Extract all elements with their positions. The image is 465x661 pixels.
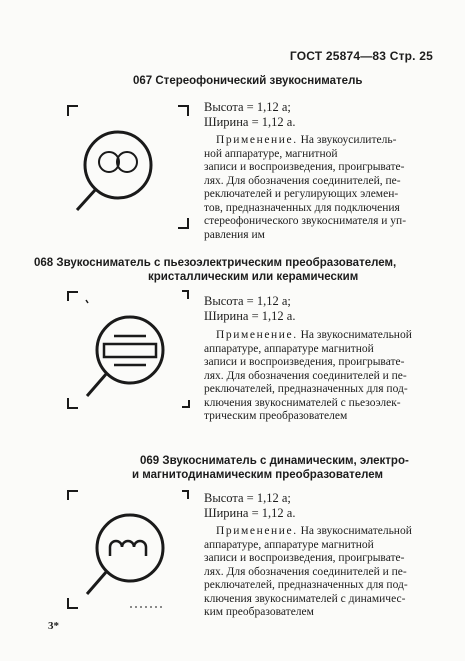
corner-mark	[68, 598, 78, 608]
entry-068-title-line1: 068 Звукосниматель с пьезоэлектрическим преобразователем,	[34, 257, 397, 269]
entry-067-title: 067 Стереофонический звукосниматель	[133, 75, 363, 87]
corner-mark	[68, 491, 78, 500]
page-header: ГОСТ 25874—83 Стр. 25	[289, 49, 433, 63]
entry-068-description: Применение. На звукоснимательной аппаратуре, аппаратуре магнитной записи и воспроизведения, проигрывате- лях. Для обозначения соединителей и пе- реключателей, предназначенных для под- ключения звукоснимателей с пьезоэлек- трическим преобразователем	[204, 329, 412, 422]
entry-069-description: Применение. На звукоснимательной аппаратуре, аппаратуре магнитной записи и воспроизведения, проигрывате- лях. Для обозначения соединителей и пе- реключателей, предназначенных для под- ключения звукоснимателей с динамичес- ким преобразователем	[204, 525, 412, 618]
corner-mark	[182, 491, 188, 499]
entry-067-description: Применение. На звукоусилитель- ной аппаратуре, магнитной записи и воспроизведения, проигрывате- лях. Для обозначения соединителей, пе- реключателей и регулирующих элемен- тов, предназначенных для подключения стереофонического звукоснимателя и уп- равления им	[204, 134, 407, 241]
page-number: 3*	[48, 620, 59, 632]
entry-067-dims: Высота = 1,12 а; Ширина = 1,12 а.	[204, 100, 296, 129]
entry-069-title-line2: и магнитодинамическим преобразователем	[132, 469, 384, 481]
entry-068-dims: Высота = 1,12 а; Ширина = 1,12 а.	[204, 294, 296, 323]
coil	[110, 541, 146, 556]
entry-069-title-line1: 069 Звукосниматель с динамическим, электро-	[140, 455, 409, 467]
entry-068-title-line2: кристаллическим или керамическим	[148, 271, 359, 283]
entry-069-dims: Высота = 1,12 а; Ширина = 1,12 а.	[204, 491, 296, 520]
